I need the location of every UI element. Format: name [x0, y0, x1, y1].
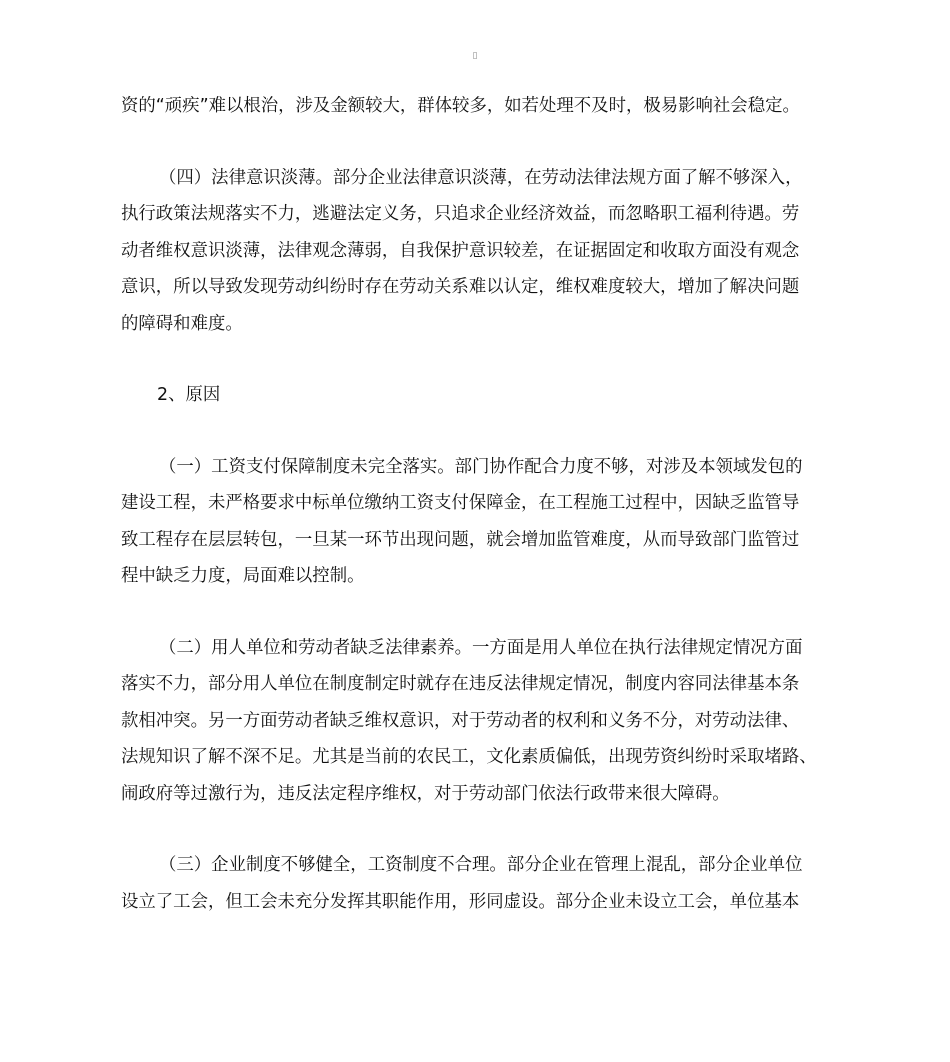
text-line: 闹政府等过激行为，违反法定程序维权，对于劳动部门依法行政带来很大障碍。: [121, 783, 730, 804]
text-line: 致工程存在层层转包，一旦某一环节出现问题，就会增加监管难度，从而导致部门监管过: [121, 529, 800, 550]
text-line: 落实不力，部分用人单位在制度制定时就存在违反法律规定情况，制度内容同法律基本条: [121, 674, 800, 694]
document-body: [121, 88, 841, 920]
text-line: 资的“顽疾”难以根治，涉及金额较大，群体较多，如若处理不及时，极易影响社会稳定。: [121, 96, 800, 116]
text-line: 款相冲突。另一方面劳动者缺乏维权意识，对于劳动者的权利和义务不分，对劳动法律、: [121, 710, 800, 731]
text-line: 的障碍和难度。: [121, 313, 243, 334]
paragraph-wage-guarantee: [121, 449, 841, 595]
paragraph-gap: [121, 342, 841, 377]
text-line: 建设工程，未严格要求中标单位缴纳工资支付保障金，在工程施工过程中，因缺乏监管导: [121, 493, 800, 513]
text-line: 设立了工会，但工会未充分发挥其职能作用，形同虚设。部分企业未设立工会，单位基本: [121, 891, 800, 912]
text-line: 2、原因: [157, 385, 221, 405]
section-heading-reasons: [121, 377, 841, 414]
paragraph-gap: [121, 414, 841, 449]
text-line: 执行政策法规落实不力，逃避法定义务，只追求企业经济效益，而忽略职工福利待遇。劳: [121, 204, 800, 224]
text-line: 法规知识了解不深不足。尤其是当前的农民工，文化素质偏低，出现劳资纠纷时采取堵路、: [121, 747, 817, 767]
text-line: 意识，所以导致发现劳动纠纷时存在劳动关系难以认定，维权难度较大，增加了解决问题: [121, 277, 800, 297]
paragraph-gap: [121, 595, 841, 630]
text-line: （三）企业制度不够健全，工资制度不合理。部分企业在管理上混乱，部分企业单位: [159, 855, 803, 875]
text-line: （一）工资支付保障制度未完全落实。部门协作配合力度不够，对涉及本领域发包的: [159, 456, 803, 477]
paragraph-enterprise-system: [121, 847, 841, 920]
paragraph-gap: [121, 125, 841, 160]
paragraph-continuation: [121, 88, 841, 125]
paragraph-gap: [121, 812, 841, 847]
paragraph-legal-literacy: [121, 630, 841, 813]
text-line: 程中缺乏力度，局面难以控制。: [121, 566, 365, 586]
text-line: 动者维权意识淡薄，法律观念薄弱，自我保护意识较差，在证据固定和收取方面没有观念: [121, 240, 800, 261]
text-line: （二）用人单位和劳动者缺乏法律素养。一方面是用人单位在执行法律规定情况方面: [159, 637, 803, 658]
header-mark: ▯: [472, 51, 478, 61]
text-line: （四）法律意识淡薄。部分企业法律意识淡薄，在劳动法律法规方面了解不够深入，: [159, 167, 803, 188]
paragraph-legal-awareness: [121, 160, 841, 343]
